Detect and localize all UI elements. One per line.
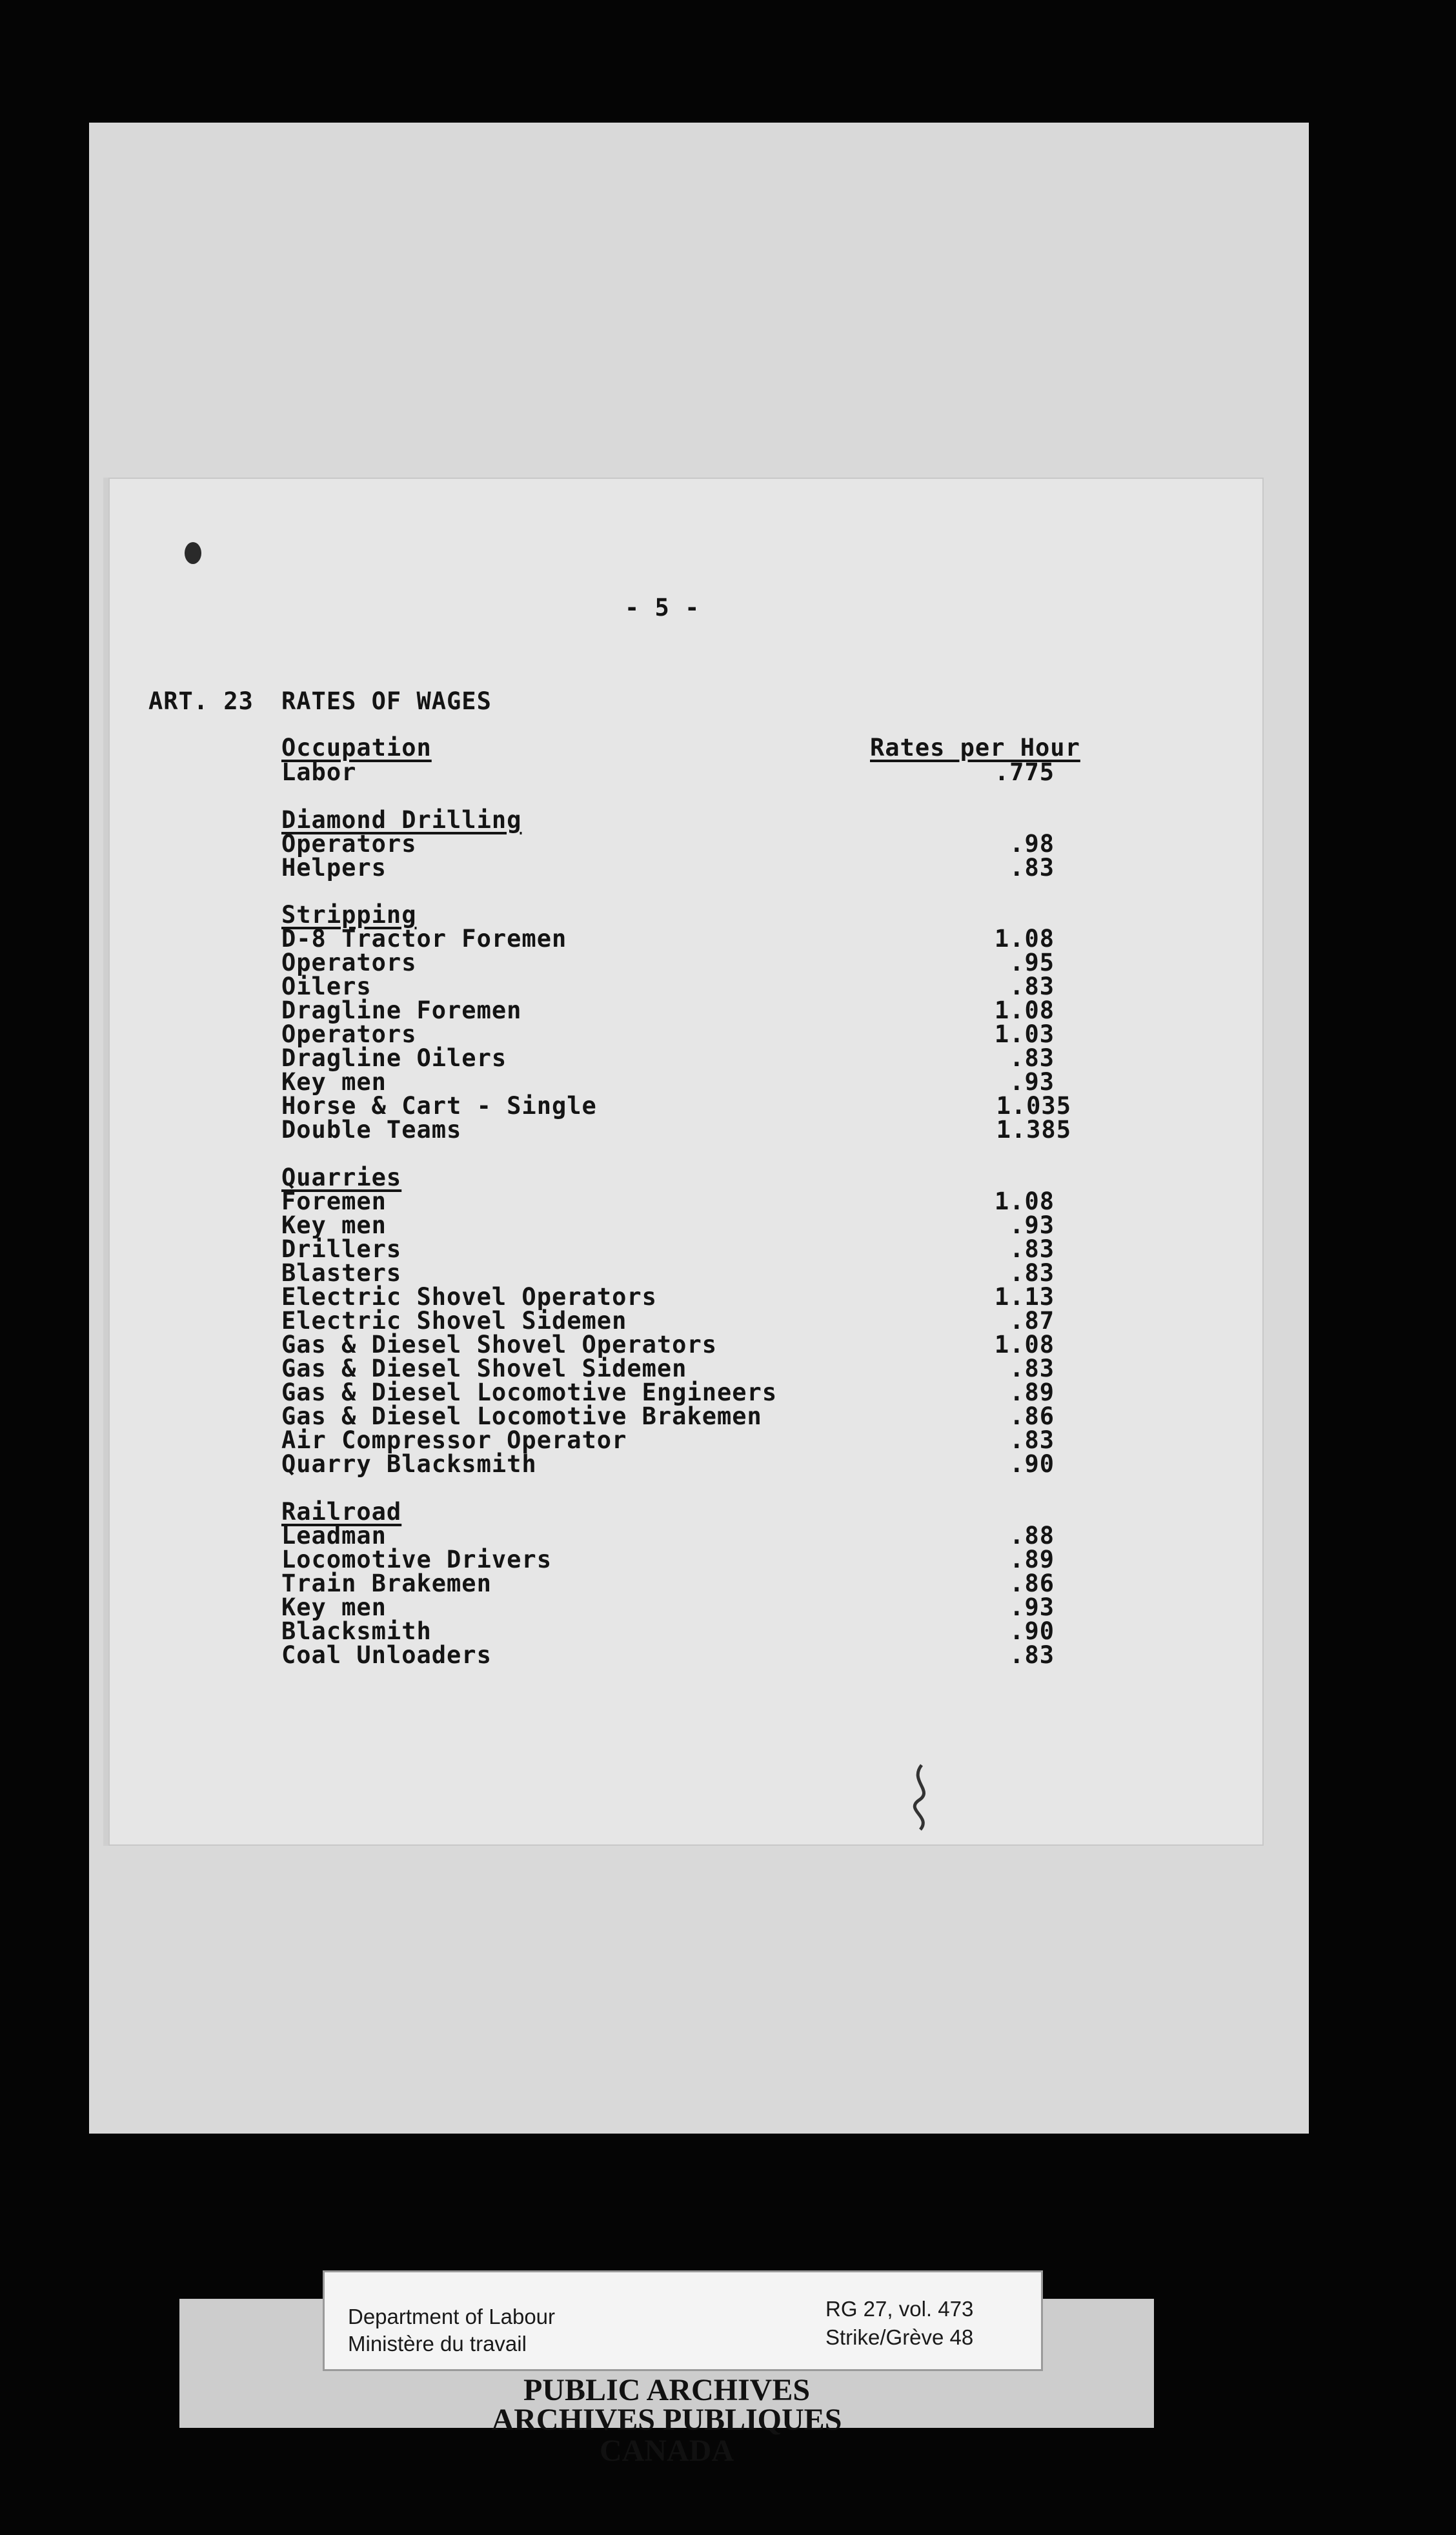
rate-value: 1.08: [994, 996, 1055, 1024]
rate-value: .86: [1009, 1402, 1055, 1430]
occupation-label: Key men: [281, 1211, 387, 1239]
table-row: [281, 1452, 1129, 1476]
rate-value: .83: [1009, 973, 1055, 1000]
rate-value: .83: [1009, 1044, 1055, 1072]
table-row: [281, 1189, 1129, 1213]
rate-value: .90: [1009, 1617, 1055, 1645]
record-group-ref: RG 27, vol. 473: [825, 2297, 974, 2321]
occupation-label: Horse & Cart - Single: [281, 1092, 597, 1120]
occupation-label: Locomotive Drivers: [281, 1546, 552, 1573]
table-row: [281, 1237, 1129, 1261]
article-number: ART. 23: [148, 687, 254, 715]
rate-value: 1.08: [994, 925, 1055, 953]
rate-value: .83: [1009, 1259, 1055, 1287]
rate-value: 1.035: [996, 1092, 1071, 1120]
occupation-header: Occupation: [281, 734, 432, 762]
occupation-label: Leadman: [281, 1522, 387, 1550]
occupation-label: Coal Unloaders: [281, 1641, 492, 1669]
occupation-label: Key men: [281, 1068, 387, 1096]
department-fr: Ministère du travail: [348, 2332, 527, 2356]
occupation-label: Blacksmith: [281, 1617, 432, 1645]
strike-ref: Strike/Grève 48: [825, 2325, 974, 2349]
occupation-label: Dragline Oilers: [281, 1044, 507, 1072]
occupation-label: Foremen: [281, 1187, 387, 1215]
table-row: [281, 1524, 1129, 1548]
occupation-label: Helpers: [281, 854, 387, 882]
rate-value: 1.08: [994, 1187, 1055, 1215]
table-row: [281, 1571, 1129, 1595]
occupation-label: Key men: [281, 1593, 387, 1621]
rate-value: 1.385: [996, 1116, 1071, 1144]
occupation-label: Operators: [281, 949, 417, 976]
occupation-label: Dragline Foremen: [281, 996, 522, 1024]
occupation-label: Gas & Diesel Locomotive Engineers: [281, 1379, 778, 1406]
rate-value: .93: [1009, 1593, 1055, 1621]
rate-value: 1.03: [994, 1020, 1055, 1048]
article-title: RATES OF WAGES: [281, 687, 492, 715]
archive-stamp-line1: PUBLIC ARCHIVES: [523, 2373, 811, 2407]
occupation-label: Blasters: [281, 1259, 402, 1287]
occupation-label: Operators: [281, 830, 417, 858]
occupation-label: Labor: [281, 758, 357, 786]
typed-page: [103, 478, 1264, 1846]
occupation-label: Oilers: [281, 973, 372, 1000]
rate-value: 1.08: [994, 1331, 1055, 1358]
rate-value: .87: [1009, 1307, 1055, 1335]
rate-value: .83: [1009, 854, 1055, 882]
rate-value: .89: [1009, 1546, 1055, 1573]
rate-value: 1.13: [994, 1283, 1055, 1311]
table-row: [281, 975, 1129, 998]
table-row: [281, 1309, 1129, 1333]
rate-value: .83: [1009, 1355, 1055, 1382]
table-row: [281, 1261, 1129, 1285]
table-row: [281, 1046, 1129, 1070]
rate-value: .88: [1009, 1522, 1055, 1550]
occupation-label: Gas & Diesel Shovel Operators: [281, 1331, 718, 1358]
rate-value: .86: [1009, 1570, 1055, 1597]
table-row: [281, 1643, 1129, 1667]
occupation-label: D-8 Tractor Foremen: [281, 925, 567, 953]
table-row: [281, 927, 1129, 951]
table-row: [281, 1404, 1129, 1428]
pencil-mark: [902, 1762, 941, 1833]
table-row: [281, 832, 1129, 856]
rate-value: .98: [1009, 830, 1055, 858]
table-row: [281, 1595, 1129, 1619]
occupation-label: Train Brakemen: [281, 1570, 492, 1597]
occupation-label: Gas & Diesel Shovel Sidemen: [281, 1355, 687, 1382]
table-row: [281, 1022, 1129, 1046]
archive-reference-label: [323, 2270, 1043, 2371]
rate-value: .83: [1009, 1426, 1055, 1454]
table-row: [281, 1357, 1129, 1380]
occupation-label: Electric Shovel Sidemen: [281, 1307, 627, 1335]
table-row: [281, 998, 1129, 1022]
punch-hole: [185, 542, 201, 564]
rate-value: .95: [1009, 949, 1055, 976]
occupation-label: Electric Shovel Operators: [281, 1283, 657, 1311]
table-row: [281, 1070, 1129, 1094]
archive-stamp-line2: ARCHIVES PUBLIQUES: [491, 2403, 842, 2437]
page-number: - 5 -: [625, 594, 700, 621]
occupation-label: Operators: [281, 1020, 417, 1048]
occupation-label: Drillers: [281, 1235, 402, 1263]
table-row: [281, 1094, 1129, 1118]
occupation-label: Double Teams: [281, 1116, 462, 1144]
table-row: [281, 1548, 1129, 1571]
occupation-label: Air Compressor Operator: [281, 1426, 627, 1454]
occupation-label: Gas & Diesel Locomotive Brakemen: [281, 1402, 762, 1430]
rate-value: .90: [1009, 1450, 1055, 1478]
rate-value: .93: [1009, 1068, 1055, 1096]
table-row: [281, 856, 1129, 880]
section-heading-stripping: Stripping: [281, 901, 417, 929]
department-en: Department of Labour: [348, 2305, 556, 2328]
table-row: [281, 1619, 1129, 1643]
archive-stamp-line3: CANADA: [600, 2434, 734, 2468]
rate-value: .83: [1009, 1641, 1055, 1669]
table-row: [281, 1285, 1129, 1309]
table-row: [281, 951, 1129, 975]
table-row: [281, 1118, 1129, 1142]
table-row: [281, 1428, 1129, 1452]
rate-value: .93: [1009, 1211, 1055, 1239]
table-row: [281, 760, 1129, 784]
rate-value: .83: [1009, 1235, 1055, 1263]
rate-value: .89: [1009, 1379, 1055, 1406]
section-heading-railroad: Railroad: [281, 1498, 402, 1526]
table-row: [281, 1380, 1129, 1404]
table-row: [281, 1333, 1129, 1357]
section-heading-quarries: Quarries: [281, 1164, 402, 1191]
section-heading-diamond-drilling: Diamond Drilling: [281, 806, 522, 834]
occupation-label: Quarry Blacksmith: [281, 1450, 537, 1478]
rate-value: .775: [994, 758, 1055, 786]
rates-header: Rates per Hour: [870, 734, 1080, 762]
table-row: [281, 1213, 1129, 1237]
